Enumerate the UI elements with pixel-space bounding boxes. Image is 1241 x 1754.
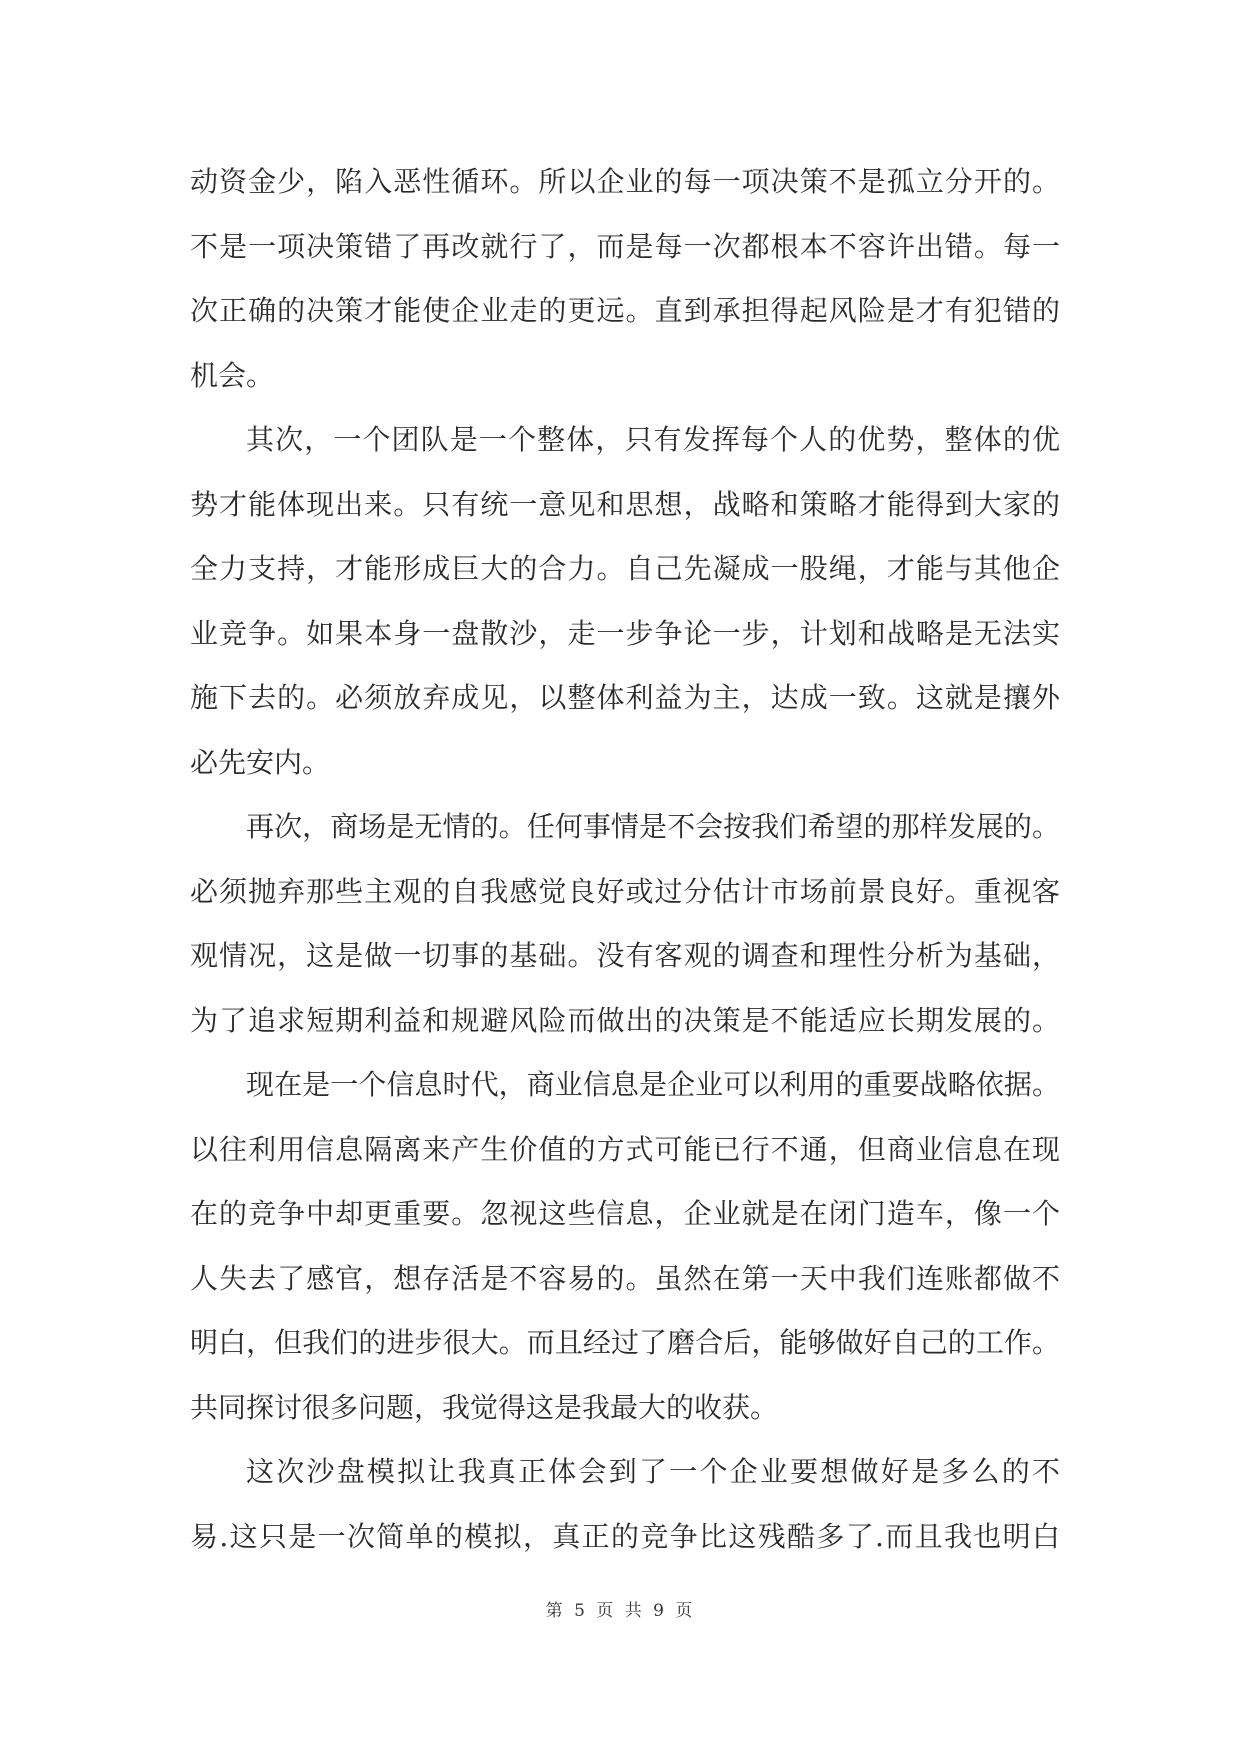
text-line: 业竞争。如果本身一盘散沙，走一步争论一步，计划和战略是无法实	[190, 616, 1060, 650]
text-line: 为了追求短期利益和规避风险而做出的决策是不能适应长期发展的。	[190, 1003, 1060, 1037]
text-line: 机会。	[190, 358, 275, 392]
text-line: 明白，但我们的进步很大。而且经过了磨合后，能够做好自己的工作。	[190, 1326, 1060, 1359]
text-line: 这次沙盘模拟让我真正体会到了一个企业要想做好是多么的不	[246, 1455, 1060, 1488]
text-line: 共同探讨很多问题，我觉得这是我最大的收获。	[190, 1390, 779, 1424]
text-line: 现在是一个信息时代，商业信息是企业可以利用的重要战略依据。	[246, 1068, 1060, 1101]
text-line: 次正确的决策才能使企业走的更远。直到承担得起风险是才有犯错的	[190, 294, 1060, 327]
text-line: 施下去的。必须放弃成见，以整体利益为主，达成一致。这就是攘外	[190, 681, 1060, 714]
text-line: 势才能体现出来。只有统一意见和思想，战略和策略才能得到大家的	[190, 487, 1060, 521]
text-line: 必先安内。	[190, 745, 331, 779]
text-line: 观情况，这是做一切事的基础。没有客观的调查和理性分析为基础，	[190, 939, 1060, 972]
text-line: 动资金少，陷入恶性循环。所以企业的每一项决策不是孤立分开的。	[190, 165, 1060, 198]
text-line: 在的竞争中却更重要。忽视这些信息，企业就是在闭门造车，像一个	[190, 1197, 1060, 1230]
text-line: 其次，一个团队是一个整体，只有发挥每个人的优势，整体的优	[246, 423, 1060, 456]
text-line: 不是一项决策错了再改就行了，而是每一次都根本不容许出错。每一	[190, 229, 1060, 263]
text-line: 再次，商场是无情的。任何事情是不会按我们希望的那样发展的。	[246, 810, 1060, 843]
text-line: 人失去了感官，想存活是不容易的。虽然在第一天中我们连账都做不	[190, 1261, 1060, 1295]
text-line: 必须抛弃那些主观的自我感觉良好或过分估计市场前景良好。重视客	[190, 874, 1060, 908]
body-text	[190, 150, 1060, 1569]
page-number-footer: 第 5 页 共 9 页	[545, 1601, 696, 1621]
text-line: 易.这只是一次简单的模拟，真正的竞争比这残酷多了.而且我也明白	[190, 1519, 1060, 1553]
text-line: 以往利用信息隔离来产生价值的方式可能已行不通，但商业信息在现	[190, 1132, 1060, 1166]
text-line: 全力支持，才能形成巨大的合力。自己先凝成一股绳，才能与其他企	[190, 552, 1060, 585]
